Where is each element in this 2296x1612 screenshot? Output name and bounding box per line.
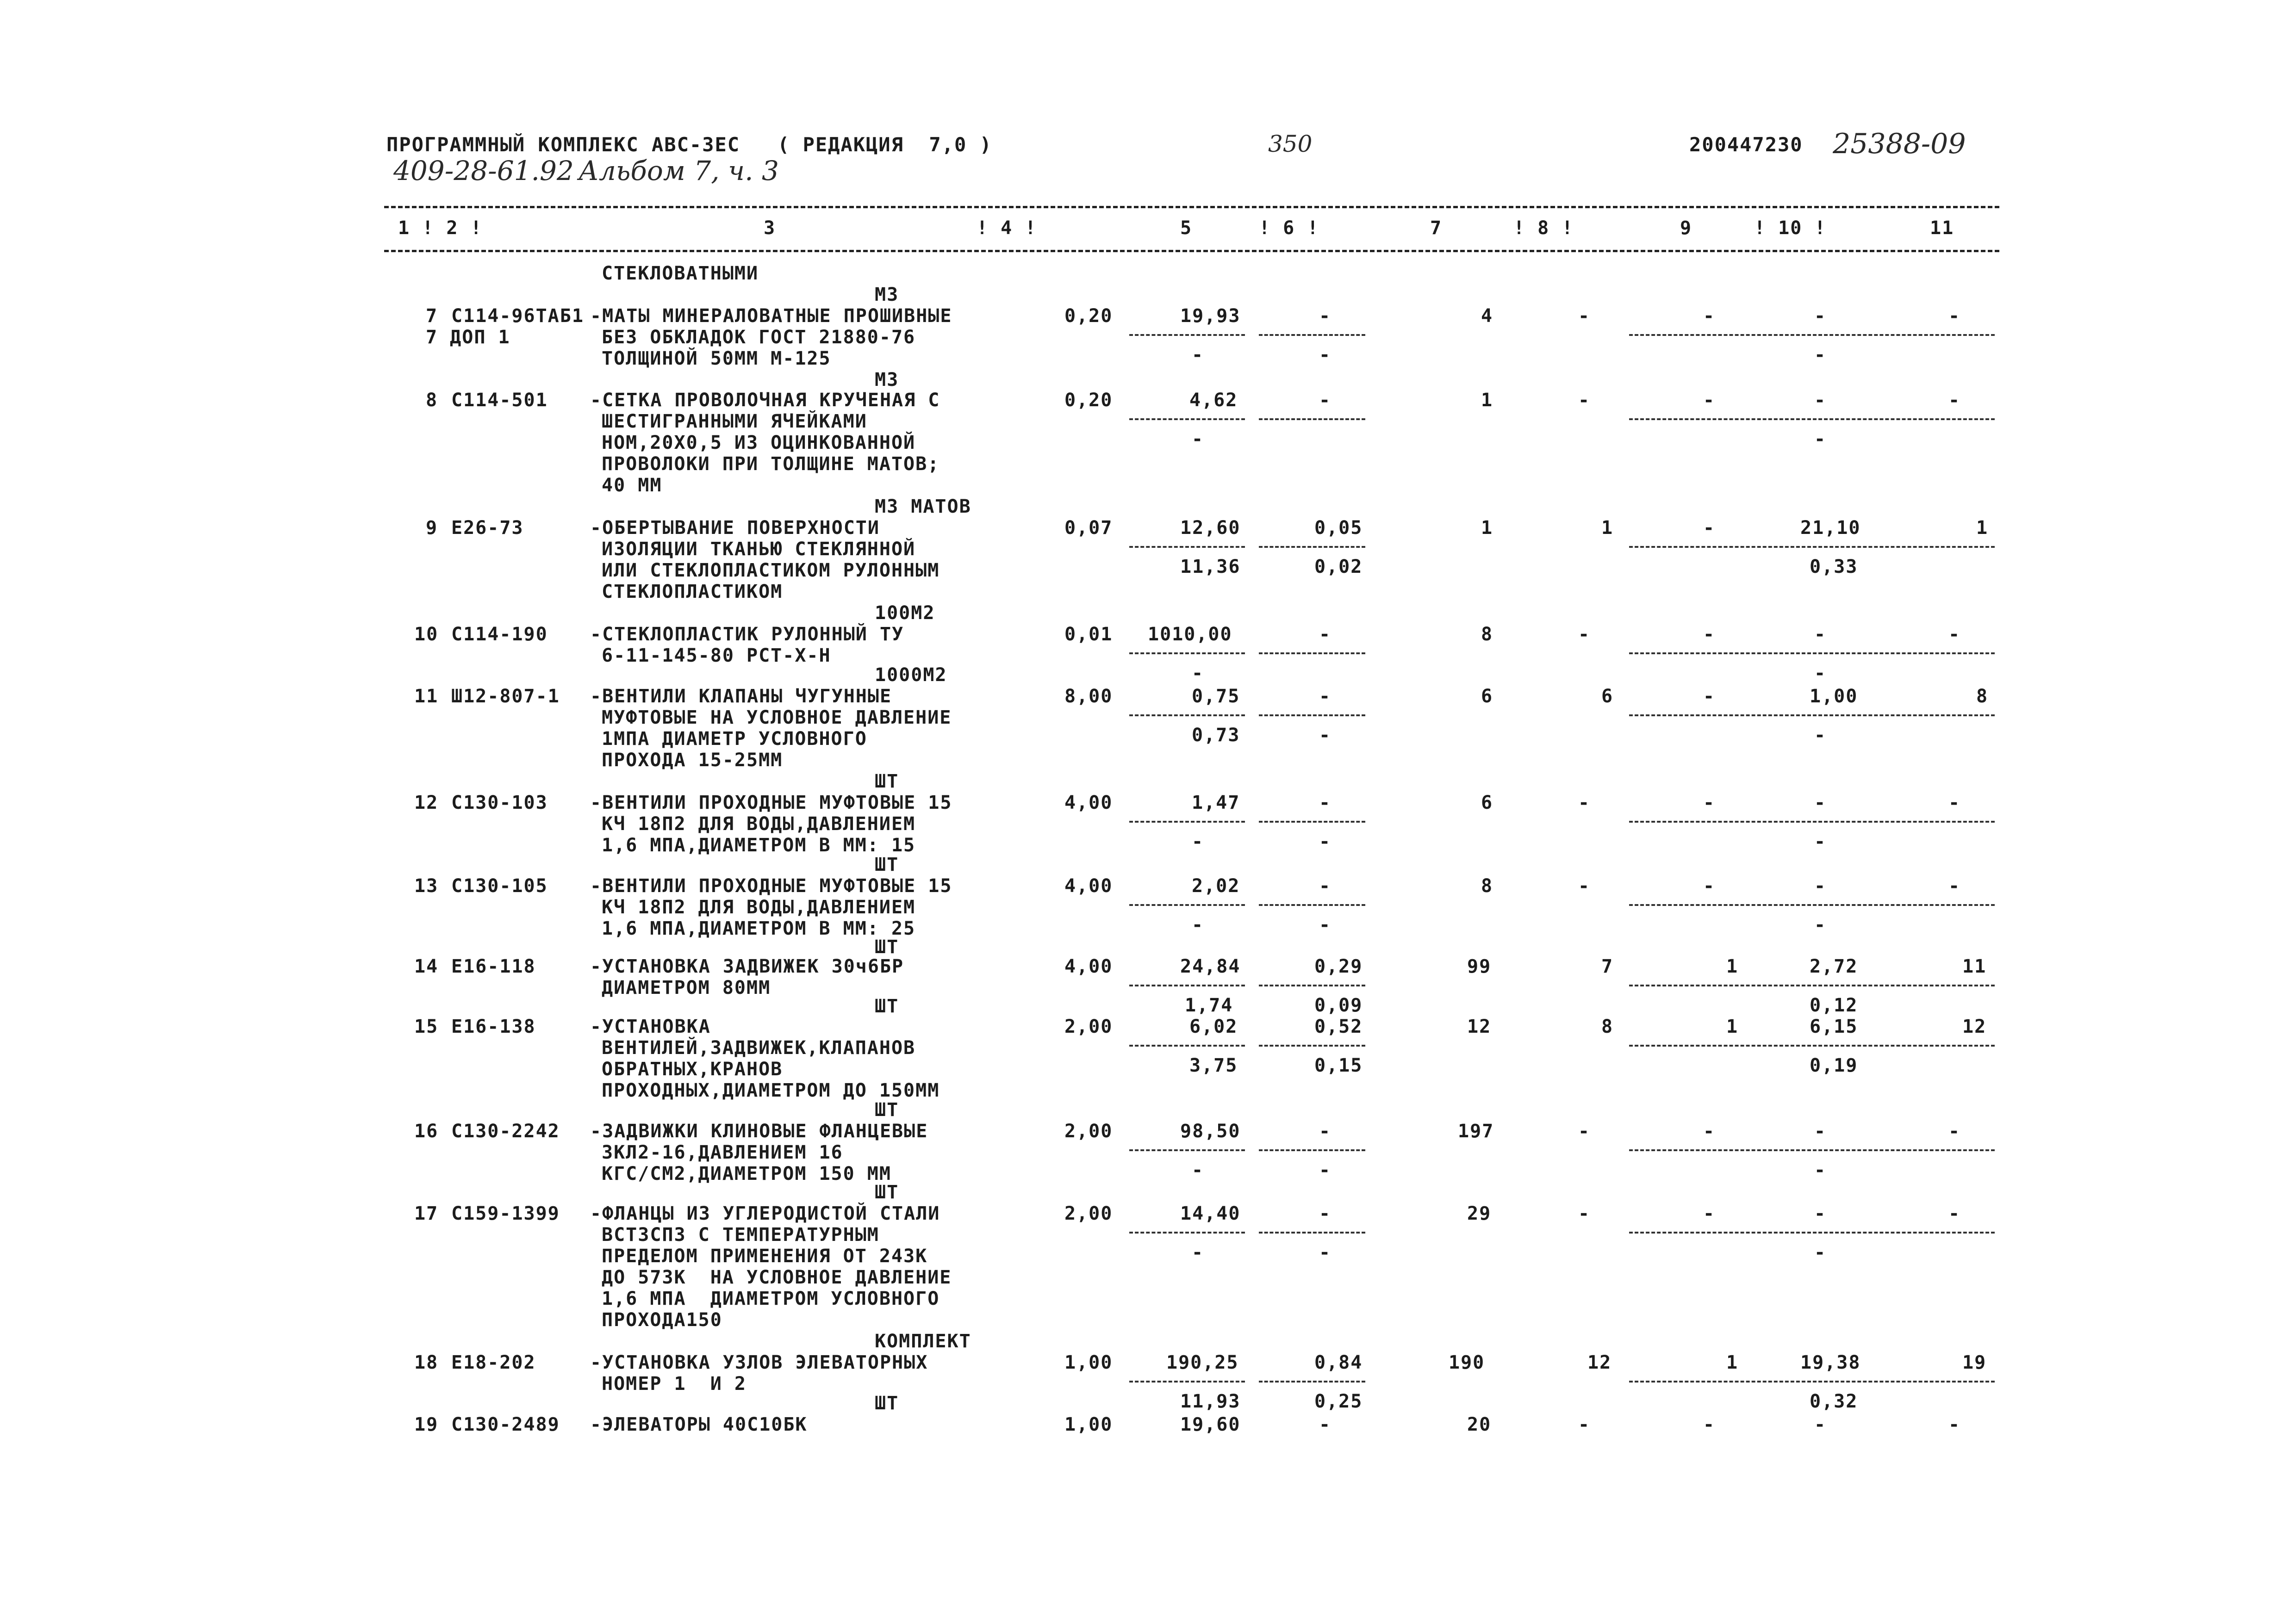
row-5-col-10: 1,00 bbox=[1810, 686, 1858, 707]
row-13-col-5: 19,60 bbox=[1180, 1414, 1241, 1435]
row-13-text-1: -ЭЛЕВАТОРЫ 40С10БК bbox=[590, 1414, 808, 1435]
row-4-col-5-sub: - bbox=[1192, 663, 1204, 684]
row-12-col-10: 19,38 bbox=[1800, 1352, 1861, 1373]
row-4-col-7: 8 bbox=[1481, 624, 1493, 645]
row-11-col-6-sub: - bbox=[1319, 1242, 1332, 1263]
row-2-code: С114-501 bbox=[451, 390, 548, 411]
row-10-cols-9-11-rule bbox=[1629, 1149, 1995, 1151]
document-code: 200447230 bbox=[1689, 133, 1803, 156]
row-10-text-3: КГС/СМ2,ДИАМЕТРОМ 150 ММ bbox=[602, 1163, 891, 1184]
column-header-8: ! 8 ! bbox=[1513, 217, 1574, 239]
column-header-3: 3 bbox=[764, 217, 776, 239]
row-3-col-9: - bbox=[1703, 517, 1716, 539]
row-5-col-7: 6 bbox=[1481, 686, 1493, 707]
row-8-col-4: 4,00 bbox=[1064, 956, 1113, 977]
row-9-text-2: ВЕНТИЛЕЙ,ЗАДВИЖЕК,КЛАПАНОВ bbox=[602, 1037, 916, 1059]
row-4-col-6-rule bbox=[1259, 652, 1365, 654]
row-1-col-6-rule bbox=[1259, 334, 1365, 336]
row-4-cols-9-11-rule bbox=[1629, 652, 1995, 654]
row-5-col-5-sub: 0,73 bbox=[1192, 725, 1240, 746]
row-7-text-2: КЧ 18П2 ДЛЯ ВОДЫ,ДАВЛЕНИЕМ bbox=[602, 897, 916, 918]
row-8-text-1: -УСТАНОВКА ЗАДВИЖЕК 30ч6БР bbox=[590, 956, 904, 977]
row-6-col-6-rule bbox=[1259, 821, 1365, 823]
row-3-col-6: 0,05 bbox=[1314, 517, 1363, 539]
row-11-col-6: - bbox=[1319, 1203, 1332, 1224]
row-1-number: 7 bbox=[426, 305, 438, 327]
album-reference: 409-28-61.92 bbox=[393, 155, 574, 186]
row-11-unit: КОМПЛЕКТ bbox=[875, 1331, 971, 1352]
row-13-col-4: 1,00 bbox=[1064, 1414, 1113, 1435]
row-11-col-4: 2,00 bbox=[1064, 1203, 1113, 1224]
row-12-col-5-sub: 11,93 bbox=[1180, 1391, 1241, 1412]
row-6-col-6-sub: - bbox=[1319, 831, 1332, 852]
row-8-col-6-rule bbox=[1259, 985, 1365, 986]
row-2-col-5-sub: - bbox=[1192, 428, 1204, 450]
row-8-col-6: 0,29 bbox=[1314, 956, 1363, 977]
row-9-code: Е16-138 bbox=[451, 1016, 536, 1037]
row-7-col-6: - bbox=[1319, 875, 1332, 897]
row-7-col-11: - bbox=[1948, 875, 1961, 897]
row-8-unit: ШТ bbox=[875, 996, 899, 1017]
column-header-10: ! 10 ! bbox=[1754, 217, 1827, 239]
row-10-text-2: ЗКЛ2-16,ДАВЛЕНИЕМ 16 bbox=[602, 1142, 843, 1163]
row-1-col-8: - bbox=[1578, 305, 1591, 327]
row-4-col-6: - bbox=[1319, 624, 1332, 645]
row-12-col-6: 0,84 bbox=[1314, 1352, 1363, 1373]
row-1-text-3: ТОЛЩИНОЙ 50ММ М-125 bbox=[602, 348, 831, 369]
row-12-col-4: 1,00 bbox=[1064, 1352, 1113, 1373]
row-3-col-11: 1 bbox=[1976, 517, 1989, 539]
row-13-code: С130-2489 bbox=[451, 1414, 560, 1435]
row-10-col-6-rule bbox=[1259, 1149, 1365, 1151]
row-10-unit: ШТ bbox=[875, 1182, 899, 1203]
row-9-col-6: 0,52 bbox=[1314, 1016, 1363, 1037]
row-1-col-5: 19,93 bbox=[1180, 305, 1241, 327]
row-8-col-5: 24,84 bbox=[1180, 956, 1241, 977]
row-3-text-4: СТЕКЛОПЛАСТИКОМ bbox=[602, 581, 783, 602]
row-6-col-9: - bbox=[1703, 792, 1716, 813]
row-3-col-6-sub: 0,02 bbox=[1314, 556, 1363, 577]
row-11-col-11: - bbox=[1948, 1203, 1961, 1224]
row-9-text-1: -УСТАНОВКА bbox=[590, 1016, 711, 1037]
column-header-4: ! 4 ! bbox=[977, 217, 1037, 239]
row-3-col-5: 12,60 bbox=[1180, 517, 1241, 539]
row-5-col-5: 0,75 bbox=[1192, 686, 1240, 707]
row-12-cols-9-11-rule bbox=[1629, 1381, 1995, 1383]
row-1-text-2: БЕЗ ОБКЛАДОК ГОСТ 21880-76 bbox=[602, 327, 916, 348]
row-1-code-2: 7 ДОП 1 bbox=[426, 327, 510, 348]
row-13-col-8: - bbox=[1578, 1414, 1591, 1435]
row-9-text-3: ОБРАТНЫХ,КРАНОВ bbox=[602, 1059, 783, 1080]
row-2-col-4: 0,20 bbox=[1064, 390, 1113, 411]
row-7-text-1: -ВЕНТИЛИ ПРОХОДНЫЕ МУФТОВЫЕ 15 bbox=[590, 875, 952, 897]
row-3-col-8: 1 bbox=[1601, 517, 1614, 539]
row-2-text-2: ШЕСТИГРАННЫМИ ЯЧЕЙКАМИ bbox=[602, 411, 867, 432]
row-7-code: С130-105 bbox=[451, 875, 548, 897]
row-5-code: Ш12-807-1 bbox=[451, 686, 560, 707]
row-9-col-9: 1 bbox=[1726, 1016, 1739, 1037]
row-1-col-5-sub: - bbox=[1192, 344, 1204, 366]
album-label: Альбом 7, ч. 3 bbox=[579, 155, 779, 186]
row-12-col-6-sub: 0,25 bbox=[1314, 1391, 1363, 1412]
row-2-unit: МЗ МАТОВ bbox=[875, 496, 971, 517]
row-6-text-1: -ВЕНТИЛИ ПРОХОДНЫЕ МУФТОВЫЕ 15 bbox=[590, 792, 952, 813]
handwritten-code: 25388-09 bbox=[1833, 128, 1966, 160]
row-5-col-8: 6 bbox=[1601, 686, 1614, 707]
edition-label: ( РЕДАКЦИЯ 7,0 ) bbox=[778, 133, 992, 156]
row-10-col-4: 2,00 bbox=[1064, 1121, 1113, 1142]
row-3-col-6-rule bbox=[1259, 546, 1365, 548]
row-2-col-5: 4,62 bbox=[1189, 390, 1238, 411]
row-2-col-7: 1 bbox=[1481, 390, 1493, 411]
row-4-col-10: - bbox=[1814, 624, 1827, 645]
row-1-col-5-rule bbox=[1129, 334, 1245, 336]
row-13-number: 19 bbox=[414, 1414, 439, 1435]
row-10-col-9: - bbox=[1703, 1121, 1716, 1142]
row-3-col-10-sub: 0,33 bbox=[1810, 556, 1858, 577]
row-6-text-3: 1,6 МПА,ДИАМЕТРОМ В ММ: 15 bbox=[602, 835, 916, 856]
row-6-col-6: - bbox=[1319, 792, 1332, 813]
row-8-col-6-sub: 0,09 bbox=[1314, 995, 1363, 1016]
header-top-rule bbox=[384, 206, 1999, 208]
row-4-number: 10 bbox=[414, 624, 439, 645]
row-7-col-9: - bbox=[1703, 875, 1716, 897]
row-12-col-5: 190,25 bbox=[1166, 1352, 1239, 1373]
row-7-col-5: 2,02 bbox=[1192, 875, 1240, 897]
row-6-col-5: 1,47 bbox=[1192, 792, 1240, 813]
row-8-number: 14 bbox=[414, 956, 439, 977]
row-8-col-9: 1 bbox=[1726, 956, 1739, 977]
row-9-col-11: 12 bbox=[1962, 1016, 1987, 1037]
row-5-unit: ШТ bbox=[875, 771, 899, 792]
row-4-unit: 1000М2 bbox=[875, 664, 947, 686]
row-12-col-8: 12 bbox=[1587, 1352, 1612, 1373]
header-bottom-rule bbox=[384, 250, 1999, 252]
row-3-text-1: -ОБЕРТЫВАНИЕ ПОВЕРХНОСТИ bbox=[590, 517, 880, 539]
row-11-col-5: 14,40 bbox=[1180, 1203, 1241, 1224]
row-2-col-10: - bbox=[1814, 390, 1827, 411]
row-10-col-6: - bbox=[1319, 1121, 1332, 1142]
row-1-col-4: 0,20 bbox=[1064, 305, 1113, 327]
row-3-text-3: ИЛИ СТЕКЛОПЛАСТИКОМ РУЛОННЫМ bbox=[602, 560, 940, 581]
row-12-col-10-sub: 0,32 bbox=[1810, 1391, 1858, 1412]
row-13-col-6: - bbox=[1319, 1414, 1332, 1435]
row-10-col-7: 197 bbox=[1458, 1121, 1494, 1142]
column-header-6: ! 6 ! bbox=[1259, 217, 1319, 239]
row-6-col-10-sub: - bbox=[1814, 831, 1827, 852]
row-6-unit: ШТ bbox=[875, 854, 899, 875]
row-9-col-4: 2,00 bbox=[1064, 1016, 1113, 1037]
row-5-col-11: 8 bbox=[1976, 686, 1989, 707]
row-5-number: 11 bbox=[414, 686, 439, 707]
column-header-1-2: 1 ! 2 ! bbox=[398, 217, 483, 239]
row-11-text-4: ДО 573К НА УСЛОВНОЕ ДАВЛЕНИЕ bbox=[602, 1267, 952, 1288]
column-header-9: 9 bbox=[1680, 217, 1692, 239]
row-8-col-5-sub: 1,74 bbox=[1185, 995, 1233, 1016]
row-11-col-8: - bbox=[1578, 1203, 1591, 1224]
row-11-col-10: - bbox=[1814, 1203, 1827, 1224]
row-10-col-10: - bbox=[1814, 1121, 1827, 1142]
row-8-col-10: 2,72 bbox=[1810, 956, 1858, 977]
row-7-col-8: - bbox=[1578, 875, 1591, 897]
row-5-col-6-sub: - bbox=[1319, 725, 1332, 746]
row-2-col-5-rule bbox=[1129, 418, 1245, 420]
row-7-col-6-sub: - bbox=[1319, 914, 1332, 936]
row-4-text-2: 6-11-145-80 РСТ-Х-Н bbox=[602, 645, 831, 666]
row-12-col-7: 190 bbox=[1449, 1352, 1485, 1373]
row-10-col-8: - bbox=[1578, 1121, 1591, 1142]
row-5-text-2: МУФТОВЫЕ НА УСЛОВНОЕ ДАВЛЕНИЕ bbox=[602, 707, 952, 728]
row-12-unit: ШТ bbox=[875, 1393, 899, 1414]
row-11-number: 17 bbox=[414, 1203, 439, 1224]
column-header-7: 7 bbox=[1430, 217, 1443, 239]
row-4-col-8: - bbox=[1578, 624, 1591, 645]
row-1-col-10: - bbox=[1814, 305, 1827, 327]
row-11-text-6: ПРОХОДА150 bbox=[602, 1309, 722, 1331]
row-10-col-6-sub: - bbox=[1319, 1159, 1332, 1181]
row-9-col-6-rule bbox=[1259, 1045, 1365, 1047]
row-9-col-5-sub: 3,75 bbox=[1189, 1055, 1238, 1076]
row-2-col-10-sub: - bbox=[1814, 428, 1827, 450]
row-10-text-1: -ЗАДВИЖКИ КЛИНОВЫЕ ФЛАНЦЕВЫЕ bbox=[590, 1121, 928, 1142]
row-1-col-7: 4 bbox=[1481, 305, 1493, 327]
row-6-col-10: - bbox=[1814, 792, 1827, 813]
row-6-col-4: 4,00 bbox=[1064, 792, 1113, 813]
row-13-col-9: - bbox=[1703, 1414, 1716, 1435]
row-5-text-4: ПРОХОДА 15-25ММ bbox=[602, 750, 783, 771]
row-3-unit: 100М2 bbox=[875, 602, 935, 624]
row-2-cols-9-11-rule bbox=[1629, 418, 1995, 420]
row-6-number: 12 bbox=[414, 792, 439, 813]
row-5-col-5-rule bbox=[1129, 714, 1245, 716]
row-10-col-5-sub: - bbox=[1192, 1159, 1204, 1181]
row-2-text-3: НОМ,20Х0,5 ИЗ ОЦИНКОВАННОЙ bbox=[602, 432, 916, 453]
row-11-col-6-rule bbox=[1259, 1232, 1365, 1234]
row-3-col-5-rule bbox=[1129, 546, 1245, 548]
row-5-col-4: 8,00 bbox=[1064, 686, 1113, 707]
row-1-cols-9-11-rule bbox=[1629, 334, 1995, 336]
row-1-text-1: -МАТЫ МИНЕРАЛОВАТНЫЕ ПРОШИВНЫЕ bbox=[590, 305, 952, 327]
row-10-col-5-rule bbox=[1129, 1149, 1245, 1151]
row-2-text-1: -СЕТКА ПРОВОЛОЧНАЯ КРУЧЕНАЯ С bbox=[590, 390, 940, 411]
row-12-number: 18 bbox=[414, 1352, 439, 1373]
row-3-cols-9-11-rule bbox=[1629, 546, 1995, 548]
row-5-cols-9-11-rule bbox=[1629, 714, 1995, 716]
row-7-unit: ШТ bbox=[875, 936, 899, 958]
row-10-col-11: - bbox=[1948, 1121, 1961, 1142]
row-9-col-7: 12 bbox=[1467, 1016, 1492, 1037]
row-11-col-5-sub: - bbox=[1192, 1242, 1204, 1263]
row-12-text-1: -УСТАНОВКА УЗЛОВ ЭЛЕВАТОРНЫХ bbox=[590, 1352, 928, 1373]
row-6-code: С130-103 bbox=[451, 792, 548, 813]
row-9-text-4: ПРОХОДНЫХ,ДИАМЕТРОМ ДО 150ММ bbox=[602, 1080, 940, 1101]
row-6-col-11: - bbox=[1948, 792, 1961, 813]
row-7-col-5-rule bbox=[1129, 904, 1245, 906]
row-2-col-6-rule bbox=[1259, 418, 1365, 420]
row-9-unit: ШТ bbox=[875, 1099, 899, 1121]
row-7-col-4: 4,00 bbox=[1064, 875, 1113, 897]
row-3-number: 9 bbox=[426, 517, 438, 539]
row-4-col-5: 1010,00 bbox=[1148, 624, 1232, 645]
row-5-col-6: - bbox=[1319, 686, 1332, 707]
row-13-col-10: - bbox=[1814, 1414, 1827, 1435]
row-0-unit: МЗ bbox=[875, 284, 899, 305]
row-8-cols-9-11-rule bbox=[1629, 985, 1995, 986]
row-11-col-9: - bbox=[1703, 1203, 1716, 1224]
row-1-col-10-sub: - bbox=[1814, 344, 1827, 366]
row-13-col-7: 20 bbox=[1467, 1414, 1492, 1435]
row-5-col-6-rule bbox=[1259, 714, 1365, 716]
row-2-number: 8 bbox=[426, 390, 438, 411]
row-7-cols-9-11-rule bbox=[1629, 904, 1995, 906]
program-title: ПРОГРАММНЫЙ КОМПЛЕКС АВС-3ЕС bbox=[386, 133, 740, 156]
row-9-number: 15 bbox=[414, 1016, 439, 1037]
row-6-col-8: - bbox=[1578, 792, 1591, 813]
row-6-cols-9-11-rule bbox=[1629, 821, 1995, 823]
row-11-col-7: 29 bbox=[1467, 1203, 1492, 1224]
row-7-col-7: 8 bbox=[1481, 875, 1493, 897]
row-3-code: Е26-73 bbox=[451, 517, 524, 539]
row-8-col-11: 11 bbox=[1962, 956, 1987, 977]
row-11-col-10-sub: - bbox=[1814, 1242, 1827, 1263]
row-4-col-10-sub: - bbox=[1814, 663, 1827, 684]
row-9-col-5: 6,02 bbox=[1189, 1016, 1238, 1037]
row-8-col-8: 7 bbox=[1601, 956, 1614, 977]
row-1-col-6-sub: - bbox=[1319, 344, 1332, 366]
row-12-col-6-rule bbox=[1259, 1381, 1365, 1383]
row-2-col-8: - bbox=[1578, 390, 1591, 411]
row-7-col-10-sub: - bbox=[1814, 914, 1827, 936]
row-6-col-5-sub: - bbox=[1192, 831, 1204, 852]
row-11-text-2: ВСТЗСПЗ С ТЕМПЕРАТУРНЫМ bbox=[602, 1224, 879, 1246]
row-12-col-9: 1 bbox=[1726, 1352, 1739, 1373]
row-11-text-3: ПРЕДЕЛОМ ПРИМЕНЕНИЯ ОТ 243К bbox=[602, 1246, 928, 1267]
row-7-number: 13 bbox=[414, 875, 439, 897]
row-4-col-9: - bbox=[1703, 624, 1716, 645]
row-5-col-10-sub: - bbox=[1814, 725, 1827, 746]
row-9-cols-9-11-rule bbox=[1629, 1045, 1995, 1047]
row-11-text-1: -ФЛАНЦЫ ИЗ УГЛЕРОДИСТОЙ СТАЛИ bbox=[590, 1203, 940, 1224]
row-9-col-8: 8 bbox=[1601, 1016, 1614, 1037]
row-2-text-5: 40 ММ bbox=[602, 475, 662, 496]
row-1-unit: МЗ bbox=[875, 369, 899, 391]
row-11-col-5-rule bbox=[1129, 1232, 1245, 1234]
row-13-col-11: - bbox=[1948, 1414, 1961, 1435]
row-5-text-3: 1МПА ДИАМЕТР УСЛОВНОГО bbox=[602, 728, 867, 750]
row-4-col-5-rule bbox=[1129, 652, 1245, 654]
row-9-col-5-rule bbox=[1129, 1045, 1245, 1047]
row-1-col-9: - bbox=[1703, 305, 1716, 327]
row-12-col-11: 19 bbox=[1962, 1352, 1987, 1373]
row-0-text-1: СТЕКЛОВАТНЫМИ bbox=[602, 263, 759, 284]
row-12-text-2: НОМЕР 1 И 2 bbox=[602, 1373, 747, 1395]
row-3-col-5-sub: 11,36 bbox=[1180, 556, 1241, 577]
row-5-text-1: -ВЕНТИЛИ КЛАПАНЫ ЧУГУННЫЕ bbox=[590, 686, 892, 707]
row-8-col-5-rule bbox=[1129, 985, 1245, 986]
row-1-col-6: - bbox=[1319, 305, 1332, 327]
row-2-col-9: - bbox=[1703, 390, 1716, 411]
row-10-code: С130-2242 bbox=[451, 1121, 560, 1142]
row-6-text-2: КЧ 18П2 ДЛЯ ВОДЫ,ДАВЛЕНИЕМ bbox=[602, 813, 916, 835]
row-1-code: С114-96ТАБ1 bbox=[451, 305, 584, 327]
row-3-col-7: 1 bbox=[1481, 517, 1493, 539]
row-9-col-6-sub: 0,15 bbox=[1314, 1055, 1363, 1076]
row-9-col-10-sub: 0,19 bbox=[1810, 1055, 1858, 1076]
column-header-11: 11 bbox=[1930, 217, 1954, 239]
row-4-code: С114-190 bbox=[451, 624, 548, 645]
row-6-col-7: 6 bbox=[1481, 792, 1493, 813]
row-3-text-2: ИЗОЛЯЦИИ ТКАНЬЮ СТЕКЛЯННОЙ bbox=[602, 539, 916, 560]
row-4-col-4: 0,01 bbox=[1064, 624, 1113, 645]
row-12-col-5-rule bbox=[1129, 1381, 1245, 1383]
row-7-text-3: 1,6 МПА,ДИАМЕТРОМ В ММ: 25 bbox=[602, 918, 916, 939]
row-8-code: Е16-118 bbox=[451, 956, 536, 977]
row-2-col-11: - bbox=[1948, 390, 1961, 411]
row-7-col-6-rule bbox=[1259, 904, 1365, 906]
row-7-col-5-sub: - bbox=[1192, 914, 1204, 936]
row-9-col-10: 6,15 bbox=[1810, 1016, 1858, 1037]
row-10-number: 16 bbox=[414, 1121, 439, 1142]
row-11-cols-9-11-rule bbox=[1629, 1232, 1995, 1234]
page-number: 350 bbox=[1268, 130, 1313, 157]
row-8-text-2: ДИАМЕТРОМ 80ММ bbox=[602, 977, 771, 998]
row-10-col-5: 98,50 bbox=[1180, 1121, 1241, 1142]
row-10-col-10-sub: - bbox=[1814, 1159, 1827, 1181]
row-2-text-4: ПРОВОЛОКИ ПРИ ТОЛЩИНЕ МАТОВ; bbox=[602, 453, 940, 475]
row-11-text-5: 1,6 МПА ДИАМЕТРОМ УСЛОВНОГО bbox=[602, 1288, 940, 1309]
row-8-col-10-sub: 0,12 bbox=[1810, 995, 1858, 1016]
row-5-col-9: - bbox=[1703, 686, 1716, 707]
row-1-col-11: - bbox=[1948, 305, 1961, 327]
row-4-col-11: - bbox=[1948, 624, 1961, 645]
row-12-code: Е18-202 bbox=[451, 1352, 536, 1373]
row-3-col-4: 0,07 bbox=[1064, 517, 1113, 539]
row-7-col-10: - bbox=[1814, 875, 1827, 897]
row-3-col-10: 21,10 bbox=[1800, 517, 1861, 539]
row-8-col-7: 99 bbox=[1467, 956, 1492, 977]
row-4-text-1: -СТЕКЛОПЛАСТИК РУЛОННЫЙ ТУ bbox=[590, 624, 904, 645]
row-2-col-6: - bbox=[1319, 390, 1332, 411]
row-11-code: С159-1399 bbox=[451, 1203, 560, 1224]
column-header-5: 5 bbox=[1180, 217, 1193, 239]
row-6-col-5-rule bbox=[1129, 821, 1245, 823]
